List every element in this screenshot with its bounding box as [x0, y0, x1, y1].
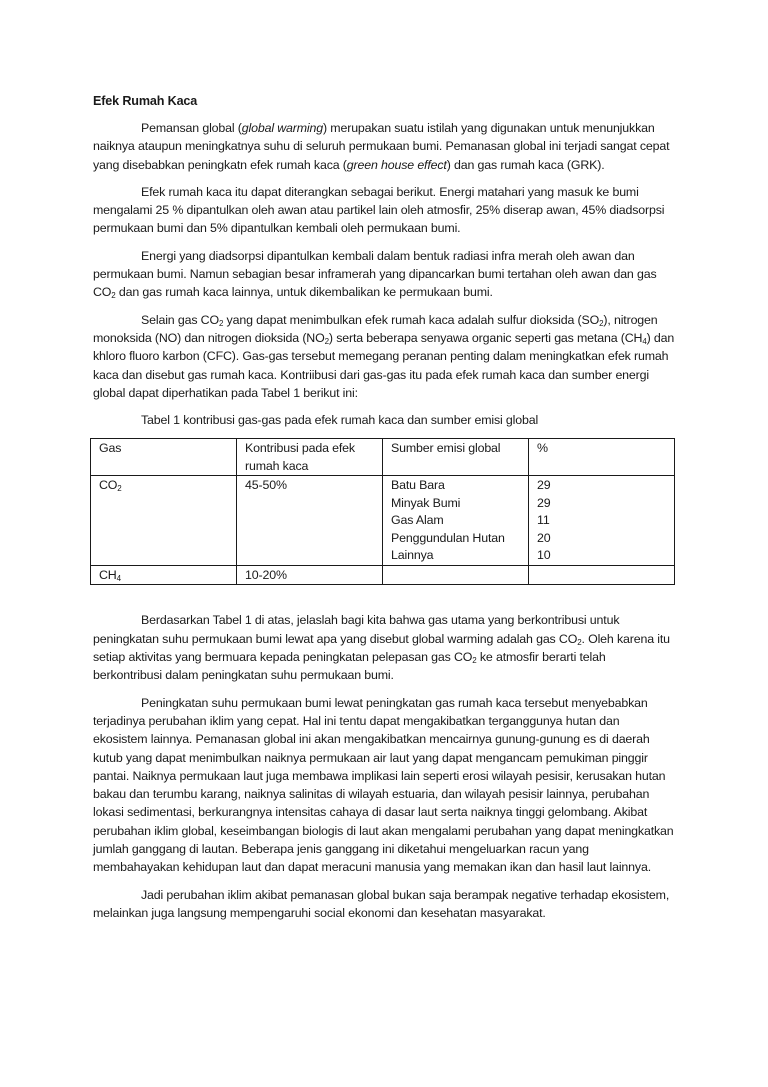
cell-contribution-co2: 45-50%	[237, 476, 383, 566]
percent-item: 11	[537, 513, 550, 528]
page-title: Efek Rumah Kaca	[93, 94, 198, 108]
gas-co2-text: CO	[99, 478, 118, 493]
p1-italic-green-house-effect: green house effect	[346, 157, 447, 172]
source-item: Batu Bara	[391, 478, 445, 493]
percent-item: 10	[537, 548, 551, 563]
gas-ch4-sub: 4	[116, 573, 121, 583]
p4-sub-4: 4	[642, 336, 647, 346]
table-caption: Tabel 1 kontribusi gas-gas pada efek rumah kaca dan sumber emisi global	[141, 413, 539, 428]
paragraph-5	[93, 611, 677, 684]
table-row	[91, 565, 675, 585]
p1-text-a: Pemansan global (	[141, 121, 242, 135]
percent-item: 20	[537, 530, 551, 545]
p4-text-a: Selain gas CO	[141, 312, 219, 327]
gas-co2-sub: 2	[117, 484, 122, 494]
header-source: Sumber emisi global	[383, 439, 529, 476]
header-percent: %	[529, 439, 675, 476]
p3-subscript: 2	[111, 291, 116, 301]
header-gas: Gas	[91, 439, 237, 476]
p3-text-b: dan gas rumah kaca lainnya, untuk dikembalikan ke permukaan bumi.	[115, 285, 493, 300]
header-contribution: Kontribusi pada efek rumah kaca	[237, 439, 383, 476]
paragraph-4	[93, 311, 677, 402]
p5-sub-1: 2	[577, 637, 582, 647]
paragraph-3	[93, 247, 677, 302]
p4-sub-1: 2	[218, 318, 224, 328]
p5-text-c: ke atmosfir berarti telah berkontribusi dalam peningkatan suhu permukaan bumi.	[93, 650, 606, 683]
cell-source-ch4	[383, 565, 529, 585]
p4-text-e: ) dan khloro fluoro karbon (CFC). Gas-gas tersebut memegang peranan penting dalam meningkatkan efek rumah kaca dan disebut gas rumah kaca. Kontriibusi dari gas-gas itu pada efek rumah kaca dan sumber energi global dapat diperhatikan pada Tabel 1 berikut ini:	[93, 330, 675, 400]
p1-italic-global-warming: global warming	[241, 121, 324, 135]
table-header-row	[91, 439, 675, 476]
cell-percents-co2	[529, 476, 675, 566]
source-item: Minyak Bumi	[391, 495, 461, 510]
source-item: Penggundulan Hutan	[391, 530, 505, 545]
cell-percent-ch4	[529, 565, 675, 585]
cell-sources-co2	[383, 476, 529, 566]
paragraph-1	[93, 119, 677, 174]
paragraph-7: Jadi perubahan iklim akibat pemanasan global bukan saja berampak negative terhadap ekosistem, melainkan juga langsung mempengaruhi social ekonomi dan kesehatan masyarakat.	[93, 887, 670, 920]
source-item: Gas Alam	[391, 513, 444, 528]
p4-text-d: ) serta beberapa senyawa organic seperti gas metana (CH	[328, 330, 643, 345]
emission-table	[90, 438, 675, 585]
p5-text-a: Berdasarkan Tabel 1 di atas, jelaslah bagi kita bahwa gas utama yang berkontribusi untuk peningkatan suhu permukaan bumi lewat apa yang disebut global warming adalah gas CO	[93, 613, 620, 646]
paragraph-6: Peningkatan suhu permukaan bumi lewat peningkatan gas rumah kaca tersebut menyebabkan terjadinya perubahan iklim yang cepat. Hal ini tentu dapat mengakibatkan terganggunya hutan dan ekosistem lainnya. Pemanasan global ini akan mengakibatkan mencairnya gunung-gunung es di daerah kutub yang dapat menimbulkan naiknya permukaan air laut yang dapat mengancam pemukiman pinggir pantai. Naiknya permukaan laut juga membawa implikasi lain seperti erosi wilayah pesisir, kerusakan hutan bakau dan terumbu karang, naiknya salinitas di wilayah estuaria, dan wilayah pesisir lainnya, perubahan lokasi sedimentasi, berkurangnya intensitas cahaya di dasar laut serta naiknya tinggi gelombang. Akibat perubahan iklim global, keseimbangan biologis di laut akan mengalami perubahan yang dapat meningkatkan jumlah ganggang di lautan. Beberapa jenis ganggang ini diketahui mengeluarkan racun yang membahayakan kehidupan laut dan dapat meracuni manusia yang memakan ikan dan hasil laut lainnya.	[93, 695, 674, 875]
table-row	[91, 476, 675, 566]
p4-sub-2: 2	[599, 318, 604, 328]
source-item: Lainnya	[391, 548, 434, 563]
p1-text-c: ) merupakan suatu istilah yang digunakan untuk menunjukkan naiknya ataupun meningkatnya suhu di seluruh permukaan bumi. Pemanasan global ini terjadi sangat cepat yang disebabkan peningkatn efek rumah kaca (	[93, 121, 670, 172]
cell-gas-co2	[91, 476, 237, 566]
gas-ch4-text: CH	[99, 567, 117, 582]
p3-text-a: Energi yang diadsorpsi dipantulkan kembali dalam bentuk radiasi infra merah oleh awan dan permukaan bumi. Namun sebagian besar inframerah yang dipancarkan bumi tertahan oleh awan dan gas CO	[93, 248, 657, 300]
p5-text-b: . Oleh karena itu setiap aktivitas yang bermuara kepada peningkatan pelepasan gas CO	[93, 631, 670, 665]
document-body	[93, 92, 677, 931]
p5-sub-2: 2	[472, 656, 477, 666]
cell-gas-ch4	[91, 565, 237, 585]
p1-text-e: ) dan gas rumah kaca (GRK).	[446, 157, 605, 172]
cell-contribution-ch4: 10-20%	[237, 565, 383, 585]
percent-item: 29	[537, 478, 551, 493]
p4-text-b: yang dapat menimbulkan efek rumah kaca adalah sulfur dioksida (SO	[223, 312, 600, 327]
percent-item: 29	[537, 495, 551, 510]
paragraph-2: Efek rumah kaca itu dapat diterangkan sebagai berikut. Energi matahari yang masuk ke bumi mengalami 25 % dipantulkan oleh awan atau partikel lain oleh atmosfir, 25% diserap awan, 45% diadsorpsi permukaan bumi dan 5% dipantulkan kembali oleh permukaan bumi.	[93, 184, 665, 236]
p4-text-c: ), nitrogen monoksida (NO) dan nitrogen dioksida (NO	[93, 312, 658, 345]
p4-sub-3: 2	[324, 336, 329, 346]
